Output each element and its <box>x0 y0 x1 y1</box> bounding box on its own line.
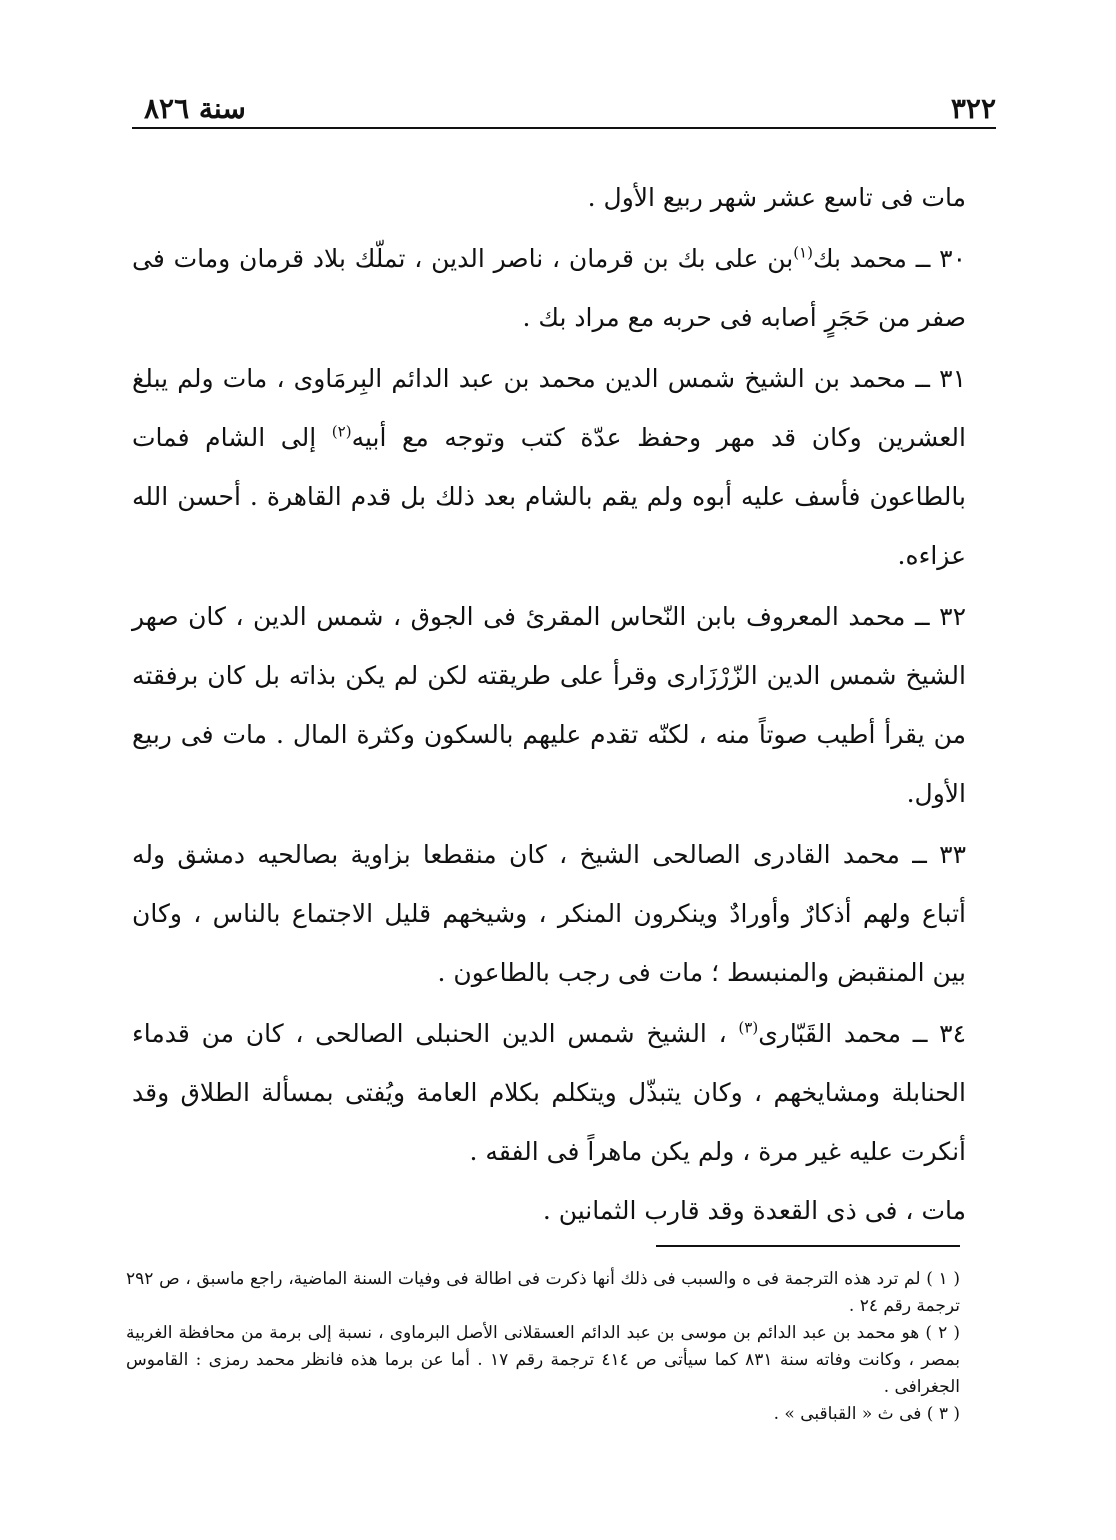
footnotes <box>126 1266 960 1428</box>
footnote-ref-3: (٣) <box>738 1018 759 1037</box>
footnote-3: ( ٣ ) فى ث « القباقبى » . <box>773 1404 960 1424</box>
entry-34 <box>132 1004 966 1181</box>
main-text <box>132 168 966 1240</box>
entry-33: ٣٣ ــ محمد القادرى الصالحى الشيخ ، كان منقطعا بزاوية بصالحيه دمشق وله أتباع ولهم أذكارٌ وأورادٌ وينكرون المنكر ، وشيخهم قليل الاجتماع بالناس ، وكان بين المنقبض والمنبسط ؛ مات فى رجب بالطاعون . <box>132 840 966 987</box>
entry-30 <box>132 229 966 347</box>
page-number: ٣٢٢ <box>950 92 996 125</box>
footnote-rule <box>656 1245 960 1247</box>
footnote-2: ( ٢ ) هو محمد بن عبد الدائم بن موسى بن عبد الدائم العسقلانى الأصل البرماوى ، نسبة إلى برمة من محافظة الغربية بمصر ، وكانت وفاته سنة ٨٣١ كما سيأتى ص ٤١٤ ترجمة رقم ١٧ . أما عن برما هذه فانظر محمد رمزى : القاموس الجغرافى . <box>126 1323 960 1397</box>
entry-31-text-b: إلى الشام فمات بالطاعون فأسف عليه أبوه ولم يقم بالشام بعد ذلك بل قدم القاهرة . أحسن الله عزاءه. <box>132 423 966 570</box>
entry-34-text-b: ، الشيخ شمس الدين الحنبلى الصالحى ، كان من قدماء الحنابلة ومشايخهم ، وكان يتبذّل ويتكلم بكلام العامة ويُفتى بمسألة الطلاق وقد أنكرت عليه غير مرة ، ولم يكن ماهراً فى الفقه . <box>132 1019 966 1166</box>
entry-32: ٣٢ ــ محمد المعروف بابن النّحاس المقرئ فى الجوق ، شمس الدين ، كان صهر الشيخ شمس الدين الزّرْزَارى وقرأ على طريقته لكن لم يكن بذاته بل كان برفقته من يقرأ أطيب صوتاً منه ، لكنّه تقدم عليهم بالسكون وكثرة المال . مات فى ربيع الأول. <box>132 602 966 808</box>
entry-31 <box>132 349 966 585</box>
paragraph-final-note: مات ، فى ذى القعدة وقد قارب الثمانين . <box>542 1196 966 1225</box>
entry-31-text-a: ٣١ ــ محمد بن الشيخ شمس الدين محمد بن عبد الدائم البِرمَاوى ، مات ولم يبلغ العشرين وكان قد مهر وحفظ عدّة كتب وتوجه مع أبيه <box>132 364 966 452</box>
footnote-ref-2: (٢) <box>331 422 352 441</box>
footnote-ref-1: (١) <box>793 243 813 262</box>
paragraph-death-note: مات فى تاسع عشر شهر ربيع الأول . <box>587 183 966 212</box>
entry-30-text-a: ٣٠ ــ محمد بك <box>812 244 966 273</box>
entry-30-text-b: بن على بك بن قرمان ، ناصر الدين ، تملّك بلاد قرمان ومات فى صفر من حَجَرٍ أصابه فى حربه مع مراد بك . <box>132 244 966 332</box>
page-header <box>132 92 996 128</box>
header-rule <box>132 127 996 129</box>
entry-34-text-a: ٣٤ ــ محمد القَبّارى <box>758 1019 966 1048</box>
footnote-1: ( ١ ) لم ترد هذه الترجمة فى ه والسبب فى ذلك أنها ذكرت فى اطالة فى وفيات السنة الماضية، راجع ماسبق ، ص ٢٩٢ ترجمة رقم ٢٤ . <box>126 1269 960 1316</box>
running-head-year: سنة ٨٢٦ <box>144 92 246 125</box>
